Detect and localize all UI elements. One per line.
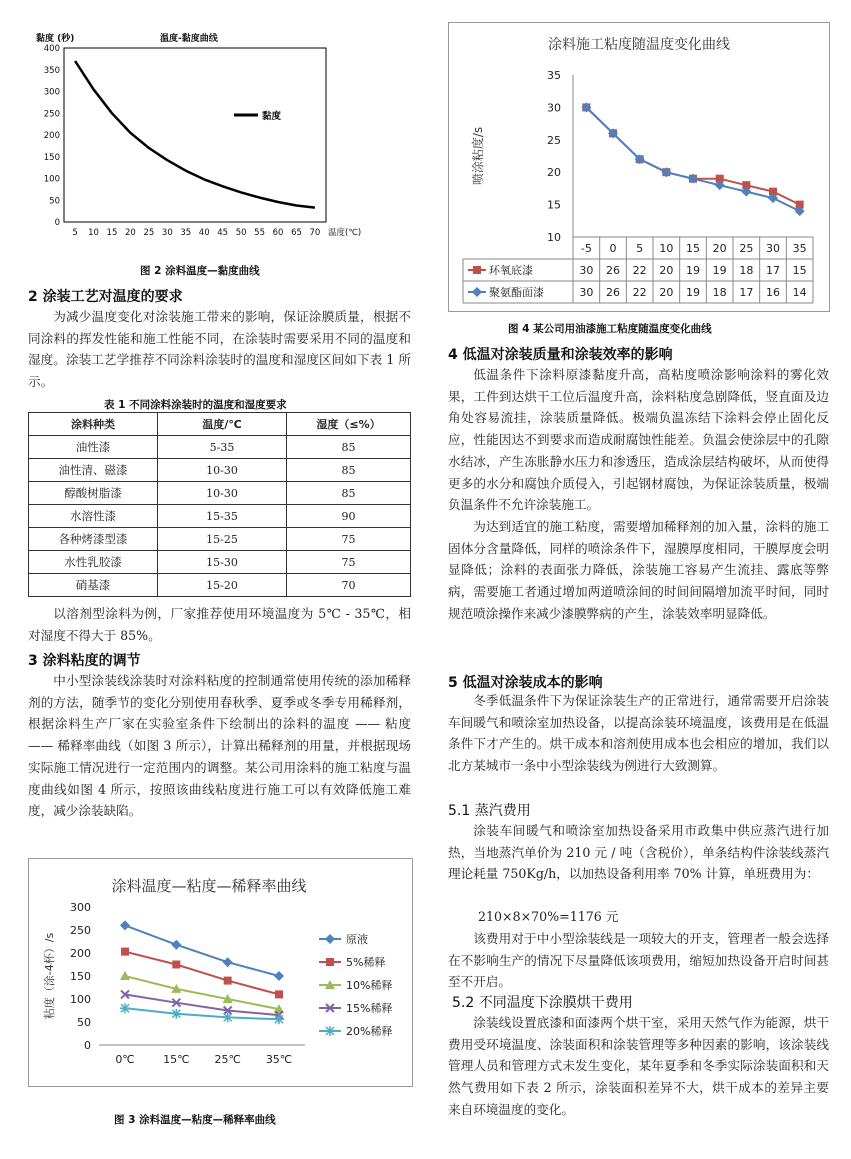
fig2-chart [28, 28, 362, 250]
table-1-header [29, 413, 411, 436]
series-line [586, 107, 799, 211]
x-tick-label: 35 [180, 228, 192, 238]
cell-kind: 硝基漆 [29, 574, 158, 597]
figure-3 [28, 858, 413, 1087]
figure-4 [448, 22, 830, 312]
y-tick-label: 20 [547, 166, 561, 180]
data-point [171, 940, 181, 950]
table-row [29, 436, 411, 459]
x-tick-label: 65 [291, 228, 302, 238]
x-tick-label: 55 [254, 228, 265, 238]
cell-temp: 15-20 [158, 574, 287, 597]
data-label: 17 [739, 286, 754, 299]
section-2-para-2 [28, 603, 411, 646]
cell-temp: 15-35 [158, 505, 287, 528]
figure-3-caption: 图 3 涂料温度—粘度—稀释率曲线 [114, 1114, 276, 1126]
legend-label: 20%稀释 [346, 1025, 393, 1038]
chart-title: 温度-黏度曲线 [160, 34, 218, 44]
cell-temp: 10-30 [158, 459, 287, 482]
x-tick-label: 20 [125, 228, 136, 238]
data-label: 14 [792, 286, 807, 299]
cell-kind: 水溶性漆 [29, 505, 158, 528]
data-label: 19 [686, 286, 700, 299]
table-row [29, 505, 411, 528]
section-5-2-para-1 [448, 1012, 829, 1121]
data-label: 30 [579, 286, 594, 299]
y-tick-label: 300 [70, 901, 91, 914]
table-row [29, 551, 411, 574]
section-5-heading: 5 低温对涂装成本的影响 [448, 675, 603, 691]
data-point [326, 958, 334, 966]
series-line [125, 952, 279, 995]
y-tick-label: 200 [43, 131, 60, 141]
section-2-para-1 [28, 306, 411, 393]
data-label: 20 [659, 264, 674, 277]
y-tick-label: 150 [70, 970, 91, 983]
col-header-temp: 温度/℃ [158, 413, 287, 436]
section-5-1-heading: 5.1 蒸汽费用 [448, 803, 531, 819]
section-5-para-1 [448, 690, 829, 777]
cell-humidity: 85 [287, 459, 411, 482]
cell-kind: 油性清、磁漆 [29, 459, 158, 482]
y-tick-label: 400 [43, 44, 60, 54]
data-point [121, 948, 129, 956]
data-point [223, 1012, 233, 1022]
cell-kind: 油性漆 [29, 436, 158, 459]
data-label: 20 [659, 286, 674, 299]
x-tick-label: 30 [766, 242, 780, 255]
x-tick-label: 0℃ [115, 1053, 135, 1066]
x-tick-label: 10 [88, 228, 99, 238]
x-tick-label: 20 [712, 242, 727, 255]
x-tick-label: 50 [235, 228, 247, 238]
y-tick-label: 250 [43, 109, 60, 120]
data-point [325, 1026, 335, 1036]
section-2-text: 为减少温度变化对涂装施工带来的影响，保证涂膜质量，根据不同涂料的挥发性能和施工性能不同，在涂装时需要采用不同的温度和湿度。涂装工艺学推荐不同涂料涂装时的温度和湿度区间如下表 1 所示。 [28, 309, 411, 390]
cell-humidity: 85 [287, 436, 411, 459]
data-label: 18 [712, 286, 727, 299]
data-label: 26 [606, 286, 620, 299]
series-line-viscosity [75, 61, 315, 208]
y-tick-label: 25 [547, 133, 561, 147]
legend-label: 聚氨酯面漆 [489, 286, 544, 299]
section-5-2-heading: 5.2 不同温度下涂膜烘干费用 [452, 995, 633, 1011]
x-tick-label: 35 [792, 242, 807, 255]
figure-2-caption: 图 2 涂料温度—黏度曲线 [140, 265, 260, 277]
cell-temp: 15-30 [158, 551, 287, 574]
cell-humidity: 90 [287, 505, 411, 528]
y-tick-label: 50 [49, 196, 60, 207]
x-tick-label: 30 [161, 228, 173, 238]
data-label: 22 [632, 286, 647, 299]
y-tick-label: 0 [84, 1039, 91, 1052]
data-point [274, 1014, 284, 1024]
y-tick-label: 350 [43, 65, 60, 76]
cell-humidity: 75 [287, 551, 411, 574]
figure-4-caption: 图 4 某公司用油漆施工粘度随温度变化曲线 [508, 323, 712, 335]
y-axis-label: 粘度（涂-4杯）/s [43, 932, 56, 1020]
chart-title: 涂料施工粘度随温度变化曲线 [548, 37, 730, 53]
y-tick-label: 50 [77, 1016, 91, 1029]
chart-title: 涂料温度—粘度—稀释率曲线 [111, 877, 307, 895]
col-header-humidity: 湿度（≤%） [287, 413, 411, 436]
x-tick-label: 70 [309, 228, 321, 238]
series-line [125, 925, 279, 976]
x-tick-label: 25 [143, 228, 155, 238]
data-point [325, 934, 335, 944]
section-5-1-text: 涂装车间暖气和喷涂室加热设备采用市政集中供应蒸汽进行加热，当地蒸汽单价为 210 元 / 吨（含税价），单条结构件涂装线蒸汽理论耗量 750Kg/h，以加热设备利用率 70% 计算，单班费用为： [448, 823, 829, 882]
series-line [586, 107, 799, 204]
x-tick-label: 45 [217, 228, 229, 238]
y-tick-label: 10 [547, 231, 561, 244]
section-5-text: 冬季低温条件下为保证涂装生产的正常进行，通常需要开启涂装车间暖气和喷涂室加热设备，以提高涂装环境温度，该费用是在低温条件下才产生的。烘干成本和溶剂使用成本也会相应的增加，我们以北方某城市一条中小型涂装线为例进行大致测算。 [448, 693, 829, 774]
table-1-title: 表 1 不同涂料涂装时的温度和湿度要求 [104, 399, 287, 411]
section-5-1-text-2: 该费用对于中小型涂装线是一项较大的开支，管理者一般会选择在不影响生产的情况下尽量降低该项费用，缩短加热设备开启时间甚至不开启。 [448, 931, 829, 990]
data-point [223, 957, 233, 967]
cell-kind: 醇酸树脂漆 [29, 482, 158, 505]
table-1 [28, 412, 411, 597]
section-5-1-para-1 [448, 820, 829, 885]
data-label: 18 [739, 264, 754, 277]
data-point [224, 977, 232, 985]
section-5-1-para-2 [448, 928, 829, 993]
legend-marker [473, 266, 481, 274]
x-tick-label: 5 [636, 242, 644, 255]
data-point [120, 920, 130, 930]
data-point [274, 971, 284, 981]
section-3-text: 中小型涂装线涂装时对涂料粘度的控制通常使用传统的添加稀释剂的方法，随季节的变化分别使用春秋季、夏季或冬季专用稀释剂，根据涂料生产厂家在实验室条件下绘制出的涂料的温度 —— 粘度 —— 稀释率曲线（如图 3 所示），计算出稀释剂的用量，并根据现场实际施工情况进行一定范围内的调整。某公司用涂料的施工粘度与温度曲线如图 4 所示，按照该曲线粘度进行施工可以有效降低施工难度，减少涂装缺陷。 [28, 673, 411, 819]
data-label: 26 [606, 264, 620, 277]
x-tick-label: 0 [609, 242, 617, 255]
fig4-chart [449, 23, 829, 311]
data-label: 19 [686, 264, 700, 277]
cell-kind: 各种烤漆型漆 [29, 528, 158, 551]
section-4-paras [448, 364, 829, 624]
legend-marker [472, 287, 482, 297]
data-label: 15 [792, 264, 807, 277]
section-4-heading: 4 低温对涂装质量和涂装效率的影响 [448, 347, 673, 363]
y-tick-label: 35 [547, 69, 561, 82]
legend-label: 黏度 [262, 111, 282, 122]
y-tick-label: 100 [70, 993, 91, 1006]
section-5-1-formula: 210×8×70%=1176 元 [478, 909, 619, 924]
cell-temp: 10-30 [158, 482, 287, 505]
table-row [29, 482, 411, 505]
x-tick-label: 25℃ [214, 1053, 241, 1066]
y-tick-label: 100 [43, 174, 60, 185]
x-tick-label: 60 [272, 228, 284, 238]
legend-label: 环氧底漆 [489, 264, 533, 277]
x-tick-label: -5 [580, 242, 592, 255]
section-4-text-1: 低温条件下涂料原漆黏度升高，高粘度喷涂影响涂料的雾化效果，工件到达烘干工位后温度升高，涂料粘度急剧降低，竖直面及边角处容易流挂，涂装质量降低。极端负温冻结下涂料会停止固化反应，性能因达不到要求而造成耐腐蚀性能差。负温会使涂层中的孔隙水结冰，产生冻胀静水压力和渗透压，造成涂层结构破坏，从而使得更多的水分和腐蚀介质侵入，引起钢材腐蚀，为保证涂装质量，极端负温条件不允许涂装施工。 [448, 367, 829, 513]
y-tick-label: 30 [547, 101, 561, 115]
y-tick-label: 250 [70, 924, 91, 937]
y-tick-label: 150 [43, 152, 60, 163]
x-tick-label: 5 [72, 228, 78, 238]
y-axis-label: 喷涂粘度/s [471, 126, 485, 186]
x-tick-label: 10 [659, 242, 674, 255]
y-tick-label: 200 [70, 947, 91, 960]
legend-label: 10%稀释 [346, 979, 393, 992]
x-tick-label: 15 [106, 228, 118, 238]
y-tick-label: 300 [43, 87, 60, 98]
section-5-2-text: 涂装线设置底漆和面漆两个烘干室，采用天然气作为能源，烘干费用受环境温度、涂装面积和涂装管理等多种因素的影响，该涂装线管理人员和管理方式未发生变化，某年夏季和冬季实际涂装面积和天然气费用如下表 2 所示，涂装面积差异不大，烘干成本的差异主要来自环境温度的变化。 [448, 1015, 829, 1117]
cell-humidity: 70 [287, 574, 411, 597]
x-tick-label: 15℃ [163, 1053, 190, 1066]
data-point [171, 1009, 181, 1019]
table-row [29, 459, 411, 482]
series-line [125, 976, 279, 1009]
cell-humidity: 85 [287, 482, 411, 505]
x-tick-label: 35℃ [265, 1053, 293, 1066]
fig3-chart [29, 859, 412, 1086]
data-label: 16 [766, 286, 780, 299]
x-axis-label: 温度(℃) [328, 228, 362, 238]
y-tick-label: 0 [54, 218, 60, 228]
cell-humidity: 75 [287, 528, 411, 551]
data-point [120, 1003, 130, 1013]
x-tick-label: 40 [198, 228, 210, 238]
y-tick-label: 15 [547, 198, 561, 212]
table-row [29, 574, 411, 597]
figure-2 [28, 28, 362, 250]
data-label: 30 [579, 264, 594, 277]
data-label: 17 [766, 264, 780, 277]
section-2-text-2: 以溶剂型涂料为例，厂家推荐使用环境温度为 5℃ - 35℃，相对湿度不得大于 85%。 [28, 606, 411, 643]
cell-kind: 水性乳胶漆 [29, 551, 158, 574]
data-point [275, 990, 283, 998]
data-point [120, 971, 130, 980]
cell-temp: 15-25 [158, 528, 287, 551]
data-point [172, 961, 180, 969]
col-header-kind: 涂料种类 [29, 413, 158, 436]
data-label: 19 [712, 264, 727, 277]
x-tick-label: 15 [686, 242, 700, 255]
section-3-para-1 [28, 670, 411, 822]
x-tick-label: 25 [739, 242, 754, 255]
plot-frame [64, 48, 326, 222]
legend-label: 5%稀释 [346, 956, 386, 969]
section-2-heading: 2 涂装工艺对温度的要求 [28, 289, 183, 305]
y-axis-label: 黏度 (秒) [36, 34, 75, 44]
section-4-text-2: 为达到适宜的施工粘度，需要增加稀释剂的加入量，涂料的施工固体分含量降低，同样的喷涂条件下，湿膜厚度相同，干膜厚度会明显降低；涂料的表面张力降低，涂装施工容易产生流挂、露底等弊病，需要施工者通过增加两道喷涂间的时间间隔增加流平时间，同时规范喷涂操作来减少漆膜弊病的产生，涂装效率明显降低。 [448, 518, 829, 621]
legend-label: 15%稀释 [346, 1002, 393, 1015]
legend-label: 原液 [346, 933, 368, 946]
table-row [29, 528, 411, 551]
section-3-heading: 3 涂料粘度的调节 [28, 653, 141, 669]
cell-temp: 5-35 [158, 436, 287, 459]
data-label: 22 [632, 264, 647, 277]
